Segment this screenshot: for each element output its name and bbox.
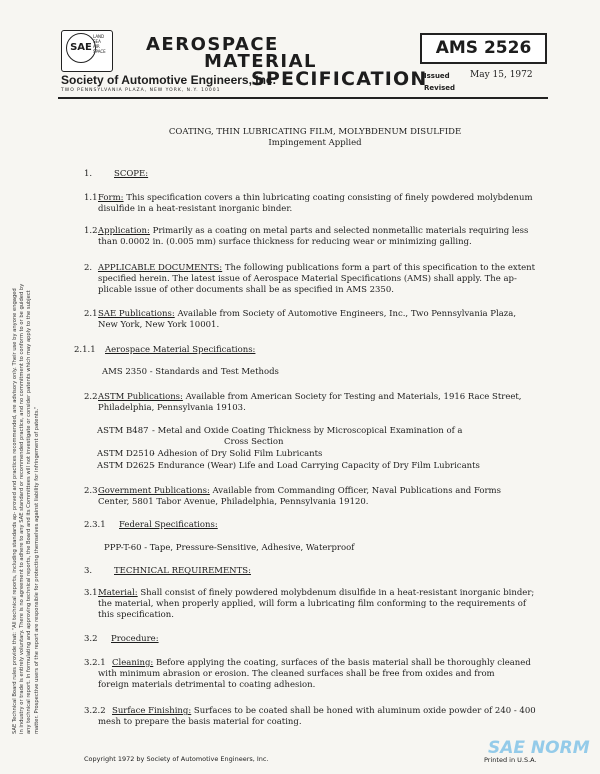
paragraph xyxy=(98,486,501,508)
astm-id: ASTM D2510 xyxy=(97,449,155,459)
reference-item: AMS 2350 - Standards and Test Methods xyxy=(102,367,279,377)
para-text: Center, 5801 Tabor Avenue, Philadelphia, Pennsylvania 19120. xyxy=(98,497,369,507)
para-label: Cleaning: xyxy=(112,658,154,668)
doc-title: COATING, THIN LUBRICATING FILM, MOLYBDENUM DISULFIDE xyxy=(168,127,462,137)
section-number: 2.3 xyxy=(84,486,98,496)
astm-title: - Adhesion of Dry Solid Film Lubricants xyxy=(152,449,323,459)
section-number: 2.1 xyxy=(84,309,98,319)
copyright-notice: Copyright 1972 by Society of Automotive Engineers, Inc. xyxy=(84,755,269,763)
section-number: 3.2.1 xyxy=(84,658,106,668)
para-text: foreign materials detrimental to coating adhesion. xyxy=(98,680,316,690)
para-text: with minimum abrasion or erosion. The cleaned surfaces shall be free from oxides and from xyxy=(98,669,495,679)
para-text: Available from American Society for Testing and Materials, 1916 Race Street, xyxy=(185,392,522,402)
astm-id: ASTM D2625 xyxy=(97,461,155,471)
para-text: Philadelphia, Pennsylvania 19103. xyxy=(98,403,246,413)
disclaimer-line: SAE Technical Board rules provide that: "All technical reports, including standards ap- proved and practices recommended, are advisory only. Their use by anyone engaged xyxy=(12,288,18,734)
para-label: SAE Publications: xyxy=(98,309,175,319)
paragraph xyxy=(98,658,531,691)
para-label: Application: xyxy=(98,226,150,236)
issued-label: Issued xyxy=(424,72,450,80)
logo-side-line: LAND xyxy=(93,34,105,39)
doc-subtitle: Impingement Applied xyxy=(268,138,362,148)
section-number: 3.1 xyxy=(84,588,98,598)
logo-side-line: SPACE xyxy=(93,49,106,54)
para-text: disulfide in a heat-resistant inorganic binder. xyxy=(98,204,293,214)
section-number: 2.3.1 xyxy=(84,520,106,530)
logo-side-text xyxy=(93,34,111,54)
section-number: 2. xyxy=(84,263,93,273)
header-divider xyxy=(58,97,548,99)
para-text: New York, New York 10001. xyxy=(98,320,220,330)
printed-in: Printed in U.S.A. xyxy=(484,756,537,764)
header-title-specification: SPECIFICATION xyxy=(251,68,428,90)
section-number: 2.1.1 xyxy=(74,345,96,355)
header-title-aerospace: AEROSPACE xyxy=(146,34,279,55)
section-number: 1. xyxy=(84,169,93,179)
watermark-logo: SAE NORM xyxy=(488,738,590,758)
section-number: 3.2.2 xyxy=(84,706,106,716)
paragraph xyxy=(98,706,536,728)
logo-side-line: AIR xyxy=(93,44,100,49)
sae-disclaimer xyxy=(12,134,70,734)
paragraph xyxy=(98,193,533,215)
para-label: Form: xyxy=(98,193,124,203)
para-text: Shall consist of finely powdered molybdenum disulfide in a heat-resistant inorganic binder; xyxy=(140,588,535,598)
section-number: 1.2 xyxy=(84,226,98,236)
logo-side-line: SEA xyxy=(93,39,101,44)
para-text: plicable issue of other documents shall be as specified in AMS 2350. xyxy=(98,285,394,295)
paragraph xyxy=(98,309,516,331)
para-text: Available from Commanding Officer, Naval Publications and Forms xyxy=(212,486,501,496)
para-text: the material, when properly applied, will form a lubricating film conforming to the requirements of xyxy=(98,599,526,609)
section-number: 2.2 xyxy=(84,392,98,402)
header-title-material: MATERIAL xyxy=(204,51,317,72)
para-text: Primarily as a coating on metal parts and selected nonmetallic materials requiring less xyxy=(152,226,529,236)
doc-number: AMS 2526 xyxy=(420,33,547,64)
section-heading: Aerospace Material Specifications: xyxy=(105,345,256,355)
para-text: Surfaces to be coated shall be honed with aluminum oxide powder of 240 - 400 xyxy=(193,706,536,716)
para-text: than 0.0002 in. (0.005 mm) surface thickness for reducing wear or minimizing galling. xyxy=(98,237,472,247)
astm-title: Cross Section xyxy=(224,437,284,447)
para-text: this specification. xyxy=(98,610,174,620)
para-text: This specification covers a thin lubricating coating consisting of finely powdered molybdenum xyxy=(126,193,533,203)
reference-item: PPP-T-60 - Tape, Pressure-Sensitive, Adhesive, Waterproof xyxy=(104,543,355,553)
section-heading: Federal Specifications: xyxy=(119,520,218,530)
section-number: 1.1 xyxy=(84,193,98,203)
revised-label: Revised xyxy=(424,84,456,92)
para-text: The following publications form a part of this specification to the extent xyxy=(224,263,536,273)
section-number: 3. xyxy=(84,566,93,576)
para-text: mesh to prepare the basis material for coating. xyxy=(98,717,302,727)
para-label: Surface Finishing: xyxy=(112,706,192,716)
paragraph xyxy=(98,263,535,296)
org-address: TWO PENNSYLVANIA PLAZA, NEW YORK, N.Y. 10001 xyxy=(61,88,221,93)
sae-emblem: SAE xyxy=(66,33,96,63)
paragraph xyxy=(98,226,528,248)
org-name: Society of Automotive Engineers, Inc. xyxy=(61,73,276,87)
disclaimer-line: in industry or trade is entirely voluntary. There is no agreement to adhere to any SAE standard or recommended practice, and no commitment to conform to or be guided by xyxy=(19,283,26,734)
para-label: Material: xyxy=(98,588,138,598)
para-label: Government Publications: xyxy=(98,486,210,496)
astm-title: - Metal and Oxide Coating Thickness by Microscopical Examination of a xyxy=(152,426,463,436)
paragraph xyxy=(98,588,534,621)
section-heading: SCOPE: xyxy=(114,169,149,179)
para-label: ASTM Publications: xyxy=(98,392,183,402)
disclaimer-line: matter. Prospective users of the report are responsible for protecting themselves against liability for infringement of patents." xyxy=(33,406,40,734)
issued-date: May 15, 1972 xyxy=(470,70,533,80)
paragraph xyxy=(98,392,522,414)
astm-id: ASTM B487 xyxy=(97,426,149,436)
para-text: Available from Society of Automotive Engineers, Inc., Two Pennsylvania Plaza, xyxy=(177,309,517,319)
section-heading: Procedure: xyxy=(111,634,159,644)
para-text: Before applying the coating, surfaces of the basis material shall be thoroughly cleaned xyxy=(156,658,531,668)
disclaimer-line: any technical report. In formulating and approving technical reports, the Board and its Committees will not investigate or consider patents which may apply to the subject xyxy=(26,290,33,734)
section-heading: TECHNICAL REQUIREMENTS: xyxy=(114,566,251,576)
section-number: 3.2 xyxy=(84,634,98,644)
para-label: APPLICABLE DOCUMENTS: xyxy=(98,263,223,273)
para-text: specified herein. The latest issue of Aerospace Material Specifications (AMS) shall apply. The ap- xyxy=(98,274,517,284)
astm-title: - Endurance (Wear) Life and Load Carrying Capacity of Dry Film Lubricants xyxy=(152,461,480,471)
